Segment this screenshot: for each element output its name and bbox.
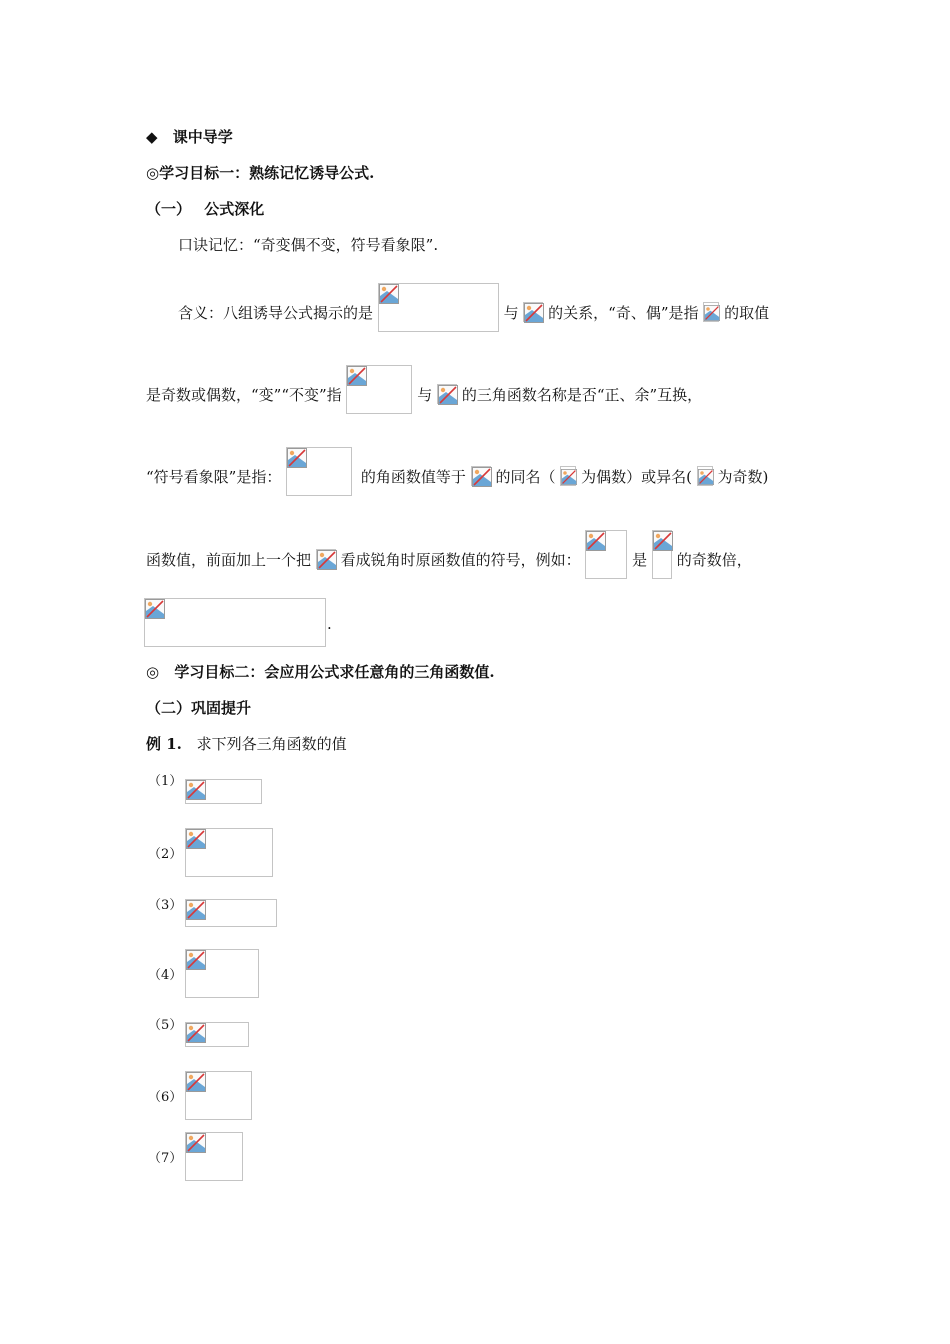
- formula-image: [286, 447, 352, 496]
- goal-1-heading: ◎学习目标一：熟练记忆诱导公式.: [146, 164, 375, 182]
- formula-image: [523, 302, 543, 322]
- formula-image: [185, 779, 262, 804]
- formula-image: [560, 466, 576, 486]
- broken-image-icon: [698, 467, 714, 487]
- meaning-line-2: [146, 365, 702, 414]
- broken-image-icon: [186, 950, 206, 970]
- broken-image-icon: [561, 467, 577, 487]
- item-label-6: （6）: [148, 1090, 183, 1105]
- formula-image: [585, 530, 627, 579]
- diamond-bullet-icon: ◆: [146, 128, 158, 146]
- meaning-period: .: [327, 615, 332, 633]
- meaning-text: 的角函数值等于: [360, 468, 466, 486]
- formula-image: [185, 899, 277, 927]
- broken-image-icon: [186, 780, 206, 800]
- broken-image-icon: [438, 385, 458, 405]
- section-heading: [146, 127, 233, 147]
- item-label-3: （3）: [148, 898, 183, 913]
- broken-image-icon: [317, 550, 337, 570]
- broken-image-icon: [186, 1133, 206, 1153]
- meaning-line-4: [146, 530, 752, 579]
- formula-image: [185, 828, 273, 877]
- item-label-7: （7）: [148, 1151, 183, 1166]
- formula-image: [652, 530, 672, 579]
- broken-image-icon: [472, 467, 492, 487]
- broken-image-icon: [145, 599, 165, 619]
- meaning-text: 函数值，前面加上一个把: [146, 551, 312, 569]
- formula-image: [185, 1132, 243, 1181]
- meaning-line-3: [146, 447, 768, 496]
- broken-image-icon: [653, 531, 673, 551]
- part-2-heading: （二）巩固提升: [146, 699, 252, 717]
- broken-image-icon: [379, 284, 399, 304]
- meaning-text: 的同名（: [495, 468, 556, 486]
- meaning-text: 的取值: [724, 304, 770, 322]
- formula-image: [346, 365, 412, 414]
- item-label-5: （5）: [148, 1018, 183, 1033]
- broken-image-icon: [347, 366, 367, 386]
- meaning-text: 为偶数）或异名(: [581, 468, 692, 486]
- part-1-heading: [146, 199, 264, 219]
- meaning-text: “符号看象限”是指：: [146, 468, 282, 486]
- formula-image: [185, 1022, 249, 1047]
- meaning-text: 是奇数或偶数，“变”“不变”指: [146, 386, 342, 404]
- broken-image-icon: [586, 531, 606, 551]
- meaning-text: 含义：八组诱导公式揭示的是: [178, 304, 374, 322]
- meaning-text: 的三角函数名称是否“正、余”互换，: [461, 386, 703, 404]
- formula-image: [185, 949, 259, 998]
- mnemonic-text: 口诀记忆：“奇变偶不变，符号看象限”.: [178, 236, 439, 254]
- meaning-text: 的关系，“奇、偶”是指: [548, 304, 699, 322]
- item-label-1: （1）: [148, 774, 183, 789]
- meaning-text: 看成锐角时原函数值的符号，例如：: [340, 551, 581, 569]
- formula-image: [144, 598, 326, 647]
- item-label-2: （2）: [148, 847, 183, 862]
- section-title: 课中导学: [172, 128, 233, 146]
- meaning-text: 的奇数倍，: [676, 551, 752, 569]
- example-text: 求下列各三角函数的值: [196, 735, 347, 753]
- broken-image-icon: [186, 1023, 206, 1043]
- meaning-text: 与: [417, 386, 433, 404]
- example-1: [146, 734, 347, 754]
- broken-image-icon: [186, 829, 206, 849]
- goal-2-symbol: ◎: [146, 663, 160, 681]
- meaning-text: 与: [503, 304, 519, 322]
- formula-image: [378, 283, 499, 332]
- example-label: 例 1.: [146, 735, 182, 753]
- meaning-line-1: [178, 283, 769, 332]
- part-1-label: （一）: [146, 200, 192, 218]
- broken-image-icon: [524, 303, 544, 323]
- part-1-title: 公式深化: [204, 200, 265, 218]
- meaning-text: 为奇数): [717, 468, 769, 486]
- formula-image: [697, 466, 713, 486]
- goal-2-text: 学习目标二：会应用公式求任意角的三角函数值.: [174, 663, 495, 681]
- meaning-text: 是: [632, 551, 648, 569]
- goal-2-heading: [146, 662, 495, 682]
- formula-image: [703, 302, 719, 322]
- formula-image: [185, 1071, 252, 1120]
- broken-image-icon: [186, 900, 206, 920]
- broken-image-icon: [704, 303, 720, 323]
- formula-image: [437, 384, 457, 404]
- formula-image: [471, 466, 491, 486]
- broken-image-icon: [186, 1072, 206, 1092]
- broken-image-icon: [287, 448, 307, 468]
- item-label-4: （4）: [148, 968, 183, 983]
- formula-image: [316, 549, 336, 569]
